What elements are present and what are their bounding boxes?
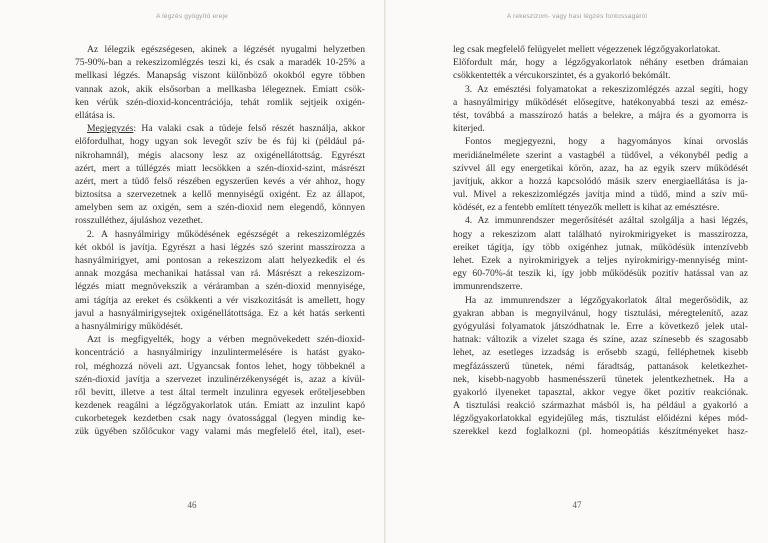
text-line: meridiánelmélete szerint a vastagbél a tüdővel, a vékonybél pedig a: [453, 149, 748, 161]
text-line: nek, kisebb-nagyobb hasmenésszerű tünetek jelentkezhetnek. Ha a: [453, 373, 748, 385]
text-line: 3. Az emésztési folyamatokat a rekeszizomlégzés azzal segíti, hogy: [465, 83, 748, 95]
text-line: csökkentették a vércukorszintet, és a gyakorló bekómált.: [453, 70, 671, 82]
text-line: szerekkel kezd foglalkozni (pl. homeopátiás készítményeket hasz-: [453, 426, 748, 438]
text-line: leg csak megfelelő felügyelet mellett végezzenek légzőgyakorlatokat.: [453, 44, 721, 55]
text-line: Előfordult már, hogy a légzőgyakorlatok néhány esetben drámaian: [453, 57, 748, 69]
text-line: amelyben sem az oxigén, sem a szén-dioxid nem elegendő, könnyen: [75, 202, 365, 214]
right-page-number: 47: [572, 500, 582, 510]
text-line: Fontos megjegyezni, hogy a hagyományos kínai orvoslás: [465, 136, 748, 148]
text-line: szívvel áll egy energetikai körön, azaz, ha az egyik szerv működését: [453, 162, 748, 174]
text-line: ami tágítja az ereket és csökkenti a vér viszkozitását is amellett, hogy: [75, 294, 365, 306]
text-line: Megjegyzés: Ha valaki csak a tüdeje felső részét használja, akkor: [87, 123, 365, 135]
text-line: Azt is megfigyelték, hogy a vérben megnövekedett szén-dioxid-: [87, 334, 365, 346]
text-line: biztosítsa a szervezetnek a kellő mennyiségű oxigént. Ez az állapot,: [75, 189, 365, 201]
text-line: tést, továbbá a masszírozó hatás a belekre, a májra és a gyomorra is: [453, 109, 748, 121]
underlined-word: Megjegyzés: [87, 123, 134, 135]
text-line: azért, mert a tüdő felső részében egyszerűen kevés a vér ahhoz, hogy: [75, 175, 365, 187]
text-line: ken vérük szén-dioxid-koncentrációja, tehát romlik sejtjeik oxigén-: [75, 96, 365, 108]
text-line: szén-dioxid javítja a szervezet inzulinérzékenységét is, azaz a kívül-: [75, 373, 365, 385]
text-line: kezdenek reagálni a légzőgyakorlatok után. Emiatt az inzulint kapó: [75, 400, 365, 412]
text-line: koncentráció a hasnyálmirigy inzulintermelésére is hatást gyako-: [75, 347, 365, 359]
text-line: hogy a rekeszizom alatt található nyirokmirigyeket is masszírozza,: [453, 228, 748, 240]
text-line: rosszulléthez, ájuláshoz vezethet.: [75, 215, 203, 227]
text-line: 4. Az immunrendszer megerősítését azáltal szolgálja a hasi légzés,: [465, 215, 748, 227]
text-line: légzőgyakorlatokkal egyidejűleg más, tisztulást előidézni képes mód-: [453, 413, 748, 425]
text-line: két okból is javítja. Egyrészt a hasi légzés szó szerint masszírozza a: [75, 241, 365, 253]
text-line: ködését, ez a fentebb említett tényezők mellett is kihat az emésztésre.: [453, 202, 720, 214]
text-line: ről bevitt, illetve a test által termelt inzulinra egyesek erőteljesebben: [75, 386, 365, 398]
left-running-header: A légzés gyógyító ereje: [156, 13, 228, 20]
text-line: hatnak: változik a vizelet szaga és színe, azaz színesebb és szagosabb: [453, 334, 748, 346]
right-running-header: A rekeszizom- vagy hasi légzés fontossagáról: [506, 13, 648, 20]
text-line: ereiket tágítja, így több oxigénhez jutnak, működésük intenzívebb: [453, 241, 748, 253]
text-line: lehet, az esetleges izzadság is erősebb szagú, felléphetnek kisebb: [453, 347, 748, 359]
text-line: Az lélegzik egészségesen, akinek a légzését nyugalmi helyzetben: [87, 44, 365, 55]
text-line: megfázásszerű tünetek, némi fáradtság, pattanások keletkezhet-: [453, 360, 748, 372]
left-page-body: [75, 43, 365, 439]
text-line: kiterjed.: [453, 123, 485, 135]
right-page: [386, 0, 768, 543]
text-line: gyógyulási folyamatok játszódhatnak le. Erre a következő jelek utal-: [453, 320, 748, 332]
text-line: zük ügyében szőlőcukor vagy valami más megfelelő étel, ital), eset-: [75, 426, 365, 438]
text-line: a hasnyálmirigy működését elősegítve, hatékonyabbá teszi az emész-: [453, 96, 748, 108]
text-line: javítjuk, akkor a hozzá kapcsolódó másik szerv energiaellátása is ja-: [453, 175, 748, 187]
text-line: hasnyálmirigyet, ami pontosan a rekeszizom alatt helyezkedik el és: [75, 255, 365, 266]
text-line: cukorbetegek kezdetben csak nagy óvatossággal (legyen mindig ke-: [75, 413, 365, 425]
text-line: mellkasi légzés. Manapság viszont különböző okokból egyre többen: [75, 70, 365, 82]
text-line: Ha az immunrendszer a légzőgyakorlatok által megerősödik, az: [465, 294, 748, 306]
text-line: a hasnyálmirigy működését.: [75, 320, 183, 332]
text-line: lehet. Ezek a nyirokmirigyek a teljes nyirokmirigy-mennyiség mint-: [453, 255, 748, 266]
right-page-body: [453, 43, 748, 439]
text-line: 2. A hasnyálmirigy működésének egészségét a rekeszizomlégzés: [87, 228, 365, 240]
text-line: nikrohamnál), mégis alacsony lesz az oxigénellátottság. Egyrészt: [75, 149, 365, 161]
text-line: vannak azok, akik elsősorban a mellkasba lélegeznek. Emiatt csök-: [75, 83, 365, 95]
text-line: annak mozgása mechanikai hatással van rá. Másrészt a rekeszizom-: [75, 268, 365, 280]
text-line: gyakorló ilyeneket tapasztal, akkor vegye őket pozitív reakciónak.: [453, 386, 748, 398]
text-line: 75-90%-ban a rekeszizomlégzés teszi ki, és csak a maradék 10-25% a: [75, 57, 365, 69]
text-line: egy 60-70%-át teszik ki, így jobb működésük pozitív hatással van az: [453, 268, 748, 280]
text-line: vul. Mivel a rekeszizomlégzés javítja mind a tüdő, mind a szív mű-: [453, 189, 748, 201]
text-line: A tisztulási reakció származhat másból is, ha például a gyakorló a: [453, 400, 748, 412]
text-line: előfordulhat, hogy ugyan sok levegőt szív be és fúj ki (például pá-: [75, 136, 365, 148]
text-line: javul a hasnyálmirigysejtek oxigénellátottsága. Ez a két hatás serkenti: [75, 307, 365, 319]
left-page-number: 46: [187, 500, 197, 510]
text-line: légzés miatt megnövekszik a véráramban a szén-dioxid mennyisége,: [75, 281, 365, 293]
text-line: ellátása is.: [75, 109, 115, 121]
text-line: gyakran abban is megnyilvánul, hogy tisztulási, méregtelenítő, azaz: [453, 307, 748, 319]
text-line: immunrendszerre.: [453, 281, 523, 293]
text-line: azért, mert a túllégzés miatt lecsökken a szén-dioxid-szint, másrészt: [75, 162, 365, 174]
text-line: rol, méghozzá növeli azt. Ugyancsak fontos lehet, hogy többeknél a: [75, 360, 365, 372]
